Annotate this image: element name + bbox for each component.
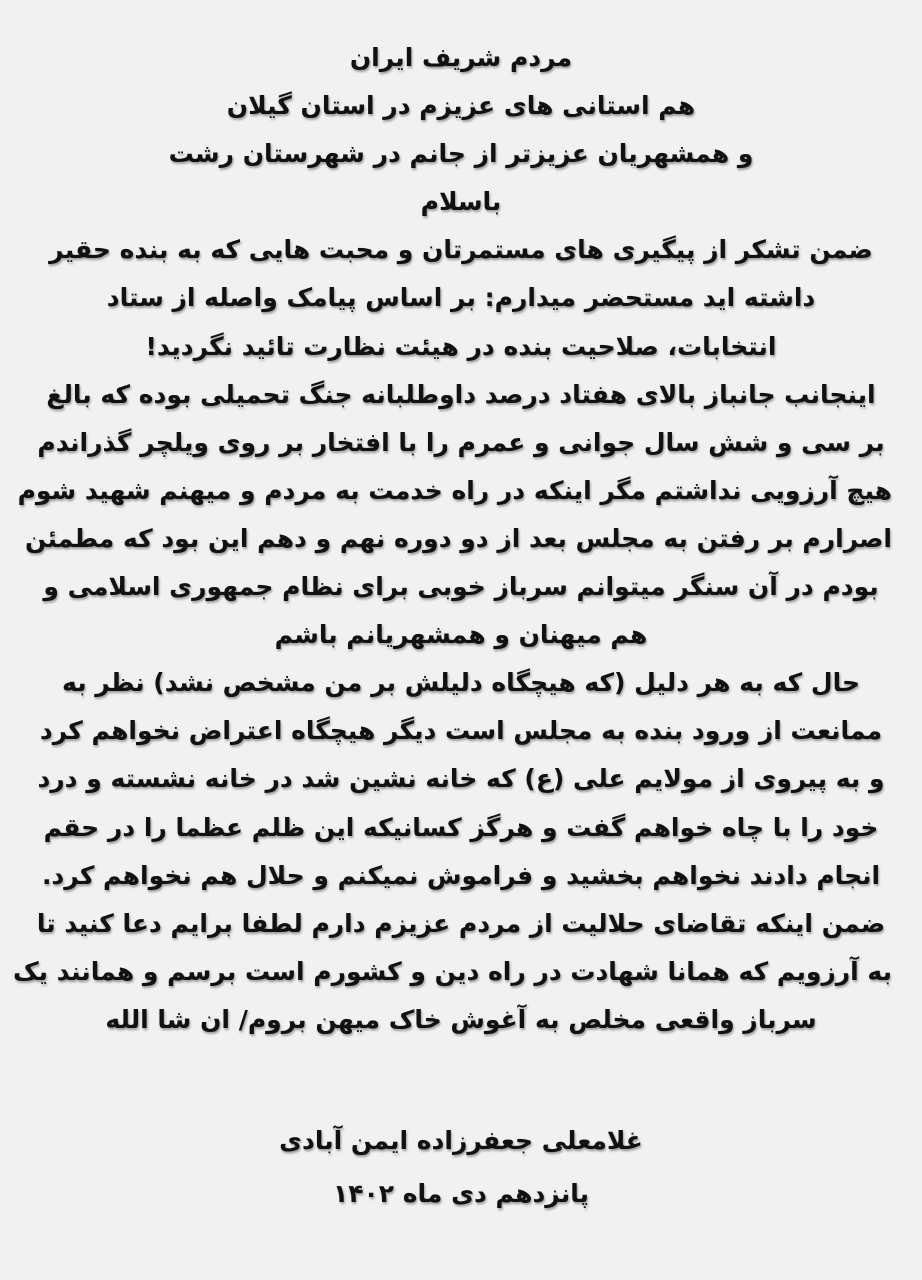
signature-date: پانزدهم دی ماه ۱۴۰۲ [332, 1179, 589, 1208]
body-line: انجام دادند نخواهم بخشید و فراموش نمیکنم و حلال هم نخواهم کرد. [41, 860, 881, 890]
body-line: اینجانب جانباز بالای هفتاد درصد داوطلبانه جنگ تحمیلی بوده که بالغ [46, 379, 876, 409]
greeting-line: باسلام [420, 187, 502, 217]
body-line: هم میهنان و همشهریانم باشم [274, 620, 648, 650]
body-line: ضمن تشکر از پیگیری های مستمرتان و محبت هایی که به بنده حقیر [49, 235, 873, 265]
body-line: به آرزویم که همانا شهادت در راه دین و کشورم است برسم و همانند یک [12, 956, 892, 986]
body-line: خود را با چاه خواهم گفت و هرگز کسانیکه این ظلم عظما را در حقم [43, 812, 879, 842]
body-line: ضمن اینکه تقاضای حلالیت از مردم عزیزم دارم لطفا برایم دعا کنید تا [36, 908, 886, 938]
body-line: اصرارم بر رفتن به مجلس بعد از دو دوره نهم و دهم این بود که مطمئن [24, 523, 892, 553]
body-line: ممانعت از ورود بنده به مجلس است دیگر هیچگاه اعتراض نخواهم کرد [39, 716, 883, 746]
signature-block [30, 1114, 892, 1220]
salutation-line: مردم شریف ایران [349, 43, 573, 72]
body-line: داشته اید مستحضر میدارم: بر اساس پیامک واصله از ستاد [106, 283, 816, 313]
letter-body [12, 34, 892, 1044]
body-line: بر سی و شش سال جوانی و عمرم را با افتخار بر روی ویلچر گذراندم [37, 427, 885, 457]
body-line: حال که به هر دلیل (که هیچگاه دلیلش بر من مشخص نشد) نظر به [62, 668, 860, 698]
body-line: سرباز واقعی مخلص به آغوش خاک میهن بروم/ ان شا الله [105, 1004, 817, 1034]
body-line: بودم در آن سنگر میتوانم سرباز خوبی برای نظام جمهوری اسلامی و [43, 572, 879, 602]
signatory-name: غلامعلی جعفرزاده ایمن آبادی [279, 1126, 643, 1155]
salutation-line: و همشهریان عزیزتر از جانم در شهرستان رشت [168, 139, 754, 169]
body-line: و به پیروی از مولایم علی (ع) که خانه نشین شد در خانه نشسته و درد [37, 764, 885, 794]
body-line: انتخابات، صلاحیت بنده در هیئت نظارت تائید نگردید! [145, 331, 777, 361]
body-line: هیچ آرزویی نداشتم مگر اینکه در راه خدمت به مردم و میهنم شهید شوم [17, 475, 892, 505]
salutation-line: هم استانی های عزیزم در استان گیلان [226, 91, 696, 121]
